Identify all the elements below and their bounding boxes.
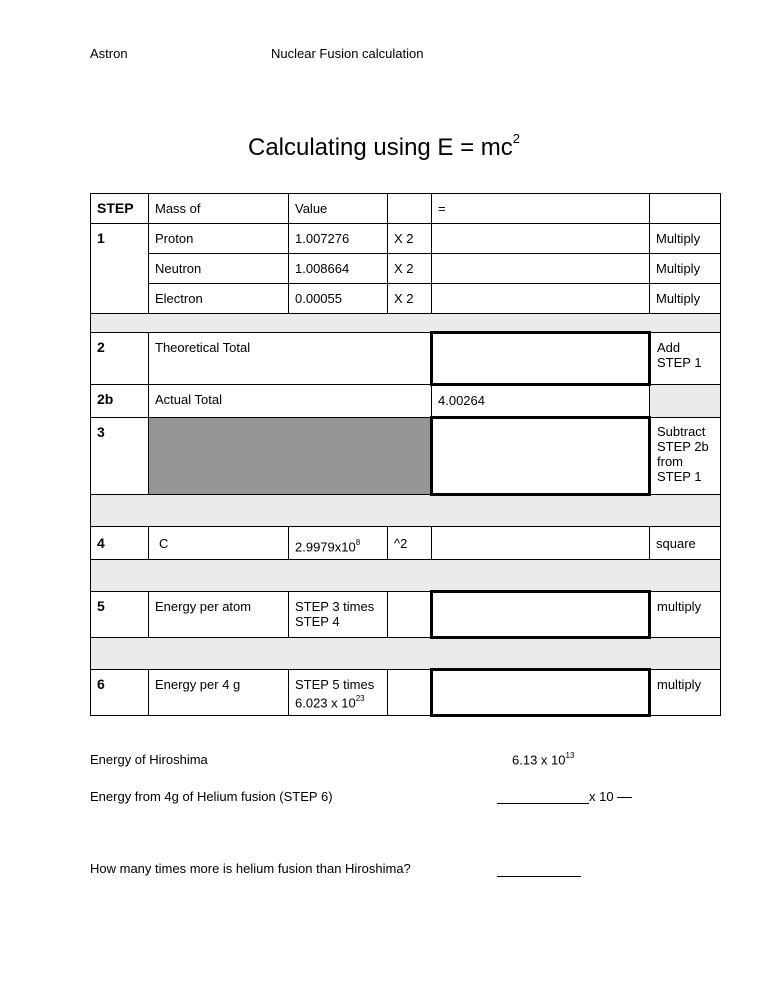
header-action-cell — [650, 194, 721, 224]
header-step-cell: STEP — [91, 194, 149, 224]
table-row — [91, 385, 721, 418]
header-course: Astron — [90, 46, 128, 61]
action-cell — [650, 385, 721, 418]
result-cell: 4.00264 — [432, 385, 650, 418]
title-exponent: 2 — [512, 131, 521, 146]
worksheet-table — [90, 193, 721, 717]
action-cell: Multiply — [650, 254, 721, 284]
value-cell: STEP 5 times 6.023 x $10^{23}$ — [289, 670, 388, 716]
action-cell: Add STEP 1 — [650, 333, 721, 385]
value-cell: $2.9979x10^8$ — [289, 527, 388, 560]
answer-cell[interactable] — [432, 224, 650, 254]
table-row — [91, 333, 721, 385]
mass-label-cell: Neutron — [149, 254, 289, 284]
step-2b-cell: 2b — [91, 385, 149, 418]
step-5-cell: 5 — [91, 592, 149, 638]
factor-cell: ^2 — [388, 527, 432, 560]
factor-cell: X 2 — [388, 284, 432, 314]
answer-box[interactable] — [432, 592, 650, 638]
value-cell: STEP 3 times STEP 4 — [289, 592, 388, 638]
page-title — [0, 131, 768, 162]
answer-box[interactable] — [432, 333, 650, 385]
header-mass-cell: Mass of — [149, 194, 289, 224]
answer-cell[interactable] — [432, 284, 650, 314]
helium-exponent-blank[interactable] — [617, 797, 632, 798]
answer-box[interactable] — [432, 418, 650, 495]
answer-cell[interactable] — [432, 254, 650, 284]
label-cell: Theoretical Total — [149, 333, 432, 385]
hiroshima-value: 6.13 x $10^{13}$ — [512, 751, 575, 768]
header-topic: Nuclear Fusion calculation — [271, 46, 424, 61]
table-row — [91, 254, 721, 284]
mass-value-cell: 1.008664 — [289, 254, 388, 284]
shaded-cell — [149, 418, 432, 495]
label-cell: C — [149, 527, 289, 560]
table-row — [91, 592, 721, 638]
times-label: How many times more is helium fusion than Hiroshima? — [90, 861, 411, 876]
helium-suffix: x 10 — [589, 789, 614, 804]
mass-label-cell: Electron — [149, 284, 289, 314]
header-equals-cell: = — [432, 194, 650, 224]
step-4-cell: 4 — [91, 527, 149, 560]
label-cell: Actual Total — [149, 385, 432, 418]
label-cell: Energy per 4 g — [149, 670, 289, 716]
table-row — [91, 284, 721, 314]
separator-row — [91, 495, 721, 527]
table-row — [91, 670, 721, 716]
answer-box[interactable] — [432, 670, 650, 716]
helium-label: Energy from 4g of Helium fusion (STEP 6) — [90, 789, 333, 804]
action-cell: Multiply — [650, 224, 721, 254]
table-row — [91, 527, 721, 560]
table-header-row — [91, 194, 721, 224]
mass-label-cell: Proton — [149, 224, 289, 254]
table-row — [91, 224, 721, 254]
separator-row — [91, 560, 721, 592]
step-6-cell: 6 — [91, 670, 149, 716]
header-factor-cell — [388, 194, 432, 224]
action-cell: multiply — [650, 670, 721, 716]
factor-cell: X 2 — [388, 224, 432, 254]
factor-cell — [388, 592, 432, 638]
action-cell: Subtract STEP 2b from STEP 1 — [650, 418, 721, 495]
factor-cell: X 2 — [388, 254, 432, 284]
table-row — [91, 418, 721, 495]
factor-cell — [388, 670, 432, 716]
answer-cell[interactable] — [432, 527, 650, 560]
helium-answer-blank[interactable] — [497, 803, 589, 804]
step-3-cell: 3 — [91, 418, 149, 495]
step-1-cell: 1 — [91, 224, 149, 314]
hiroshima-label: Energy of Hiroshima — [90, 752, 208, 767]
mass-value-cell: 1.007276 — [289, 224, 388, 254]
mass-value-cell: 0.00055 — [289, 284, 388, 314]
separator-row — [91, 314, 721, 333]
label-cell: Energy per atom — [149, 592, 289, 638]
times-answer-blank[interactable] — [497, 876, 581, 877]
separator-row — [91, 638, 721, 670]
action-cell: Multiply — [650, 284, 721, 314]
action-cell: multiply — [650, 592, 721, 638]
title-text: Calculating using E = mc — [247, 134, 513, 161]
step-2-cell: 2 — [91, 333, 149, 385]
header-value-cell: Value — [289, 194, 388, 224]
action-cell: square — [650, 527, 721, 560]
